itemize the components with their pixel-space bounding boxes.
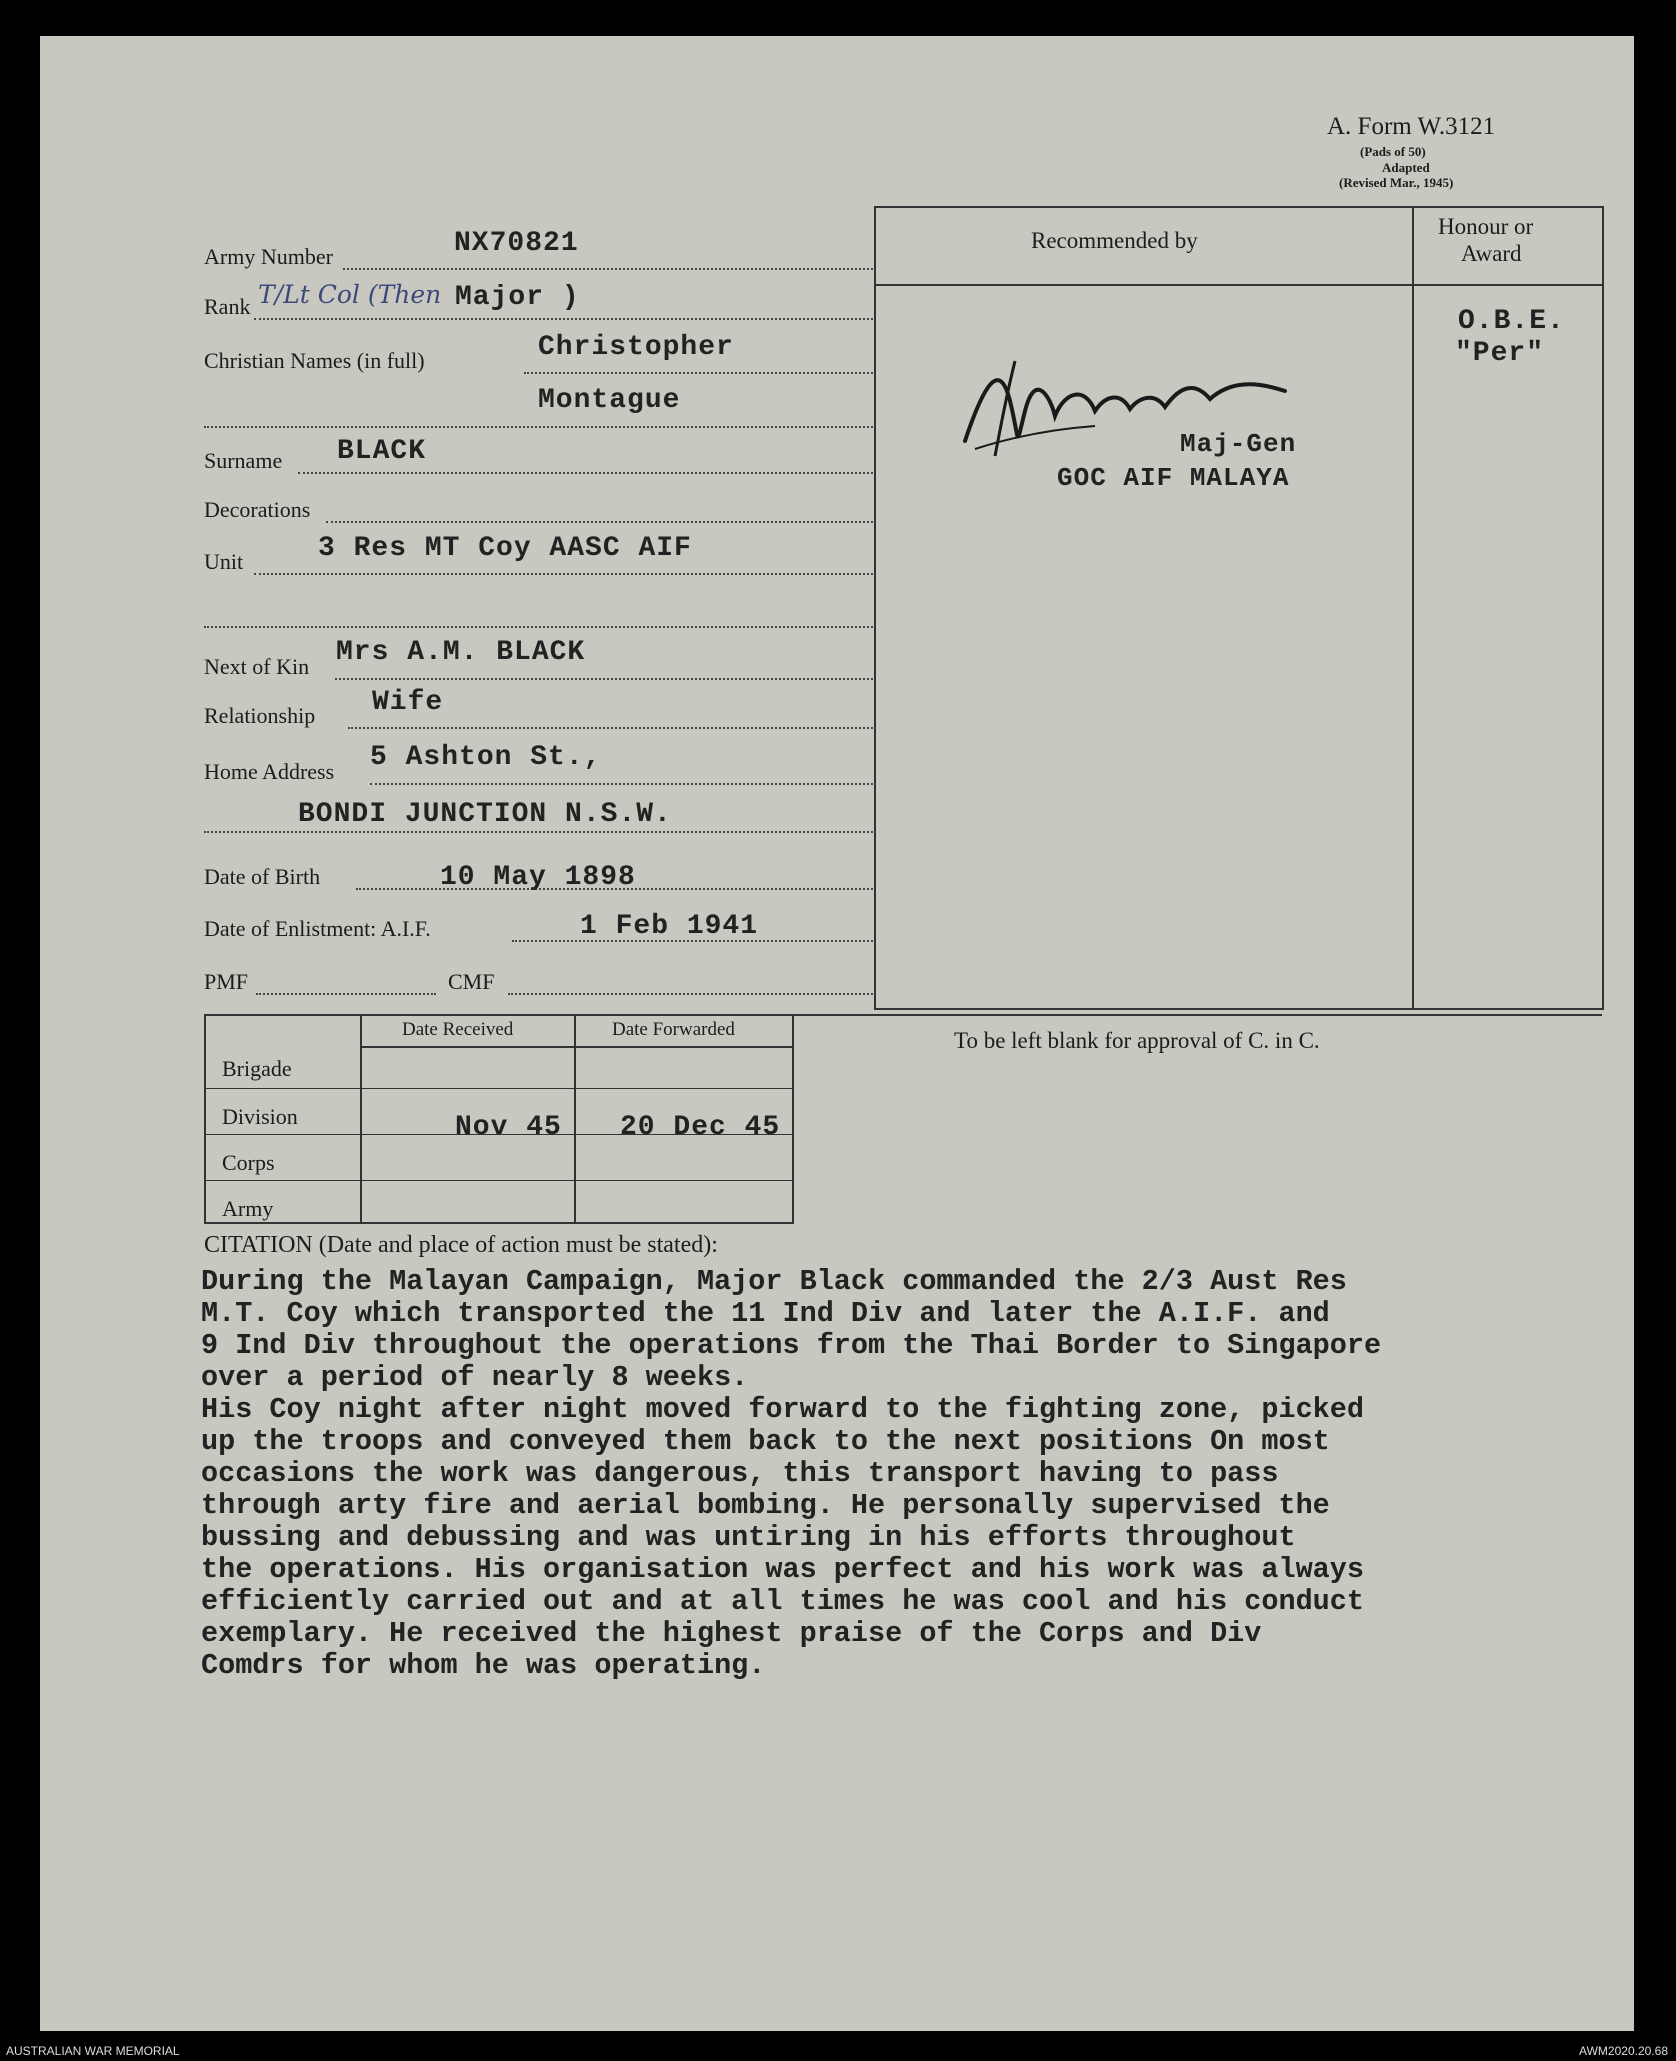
citation-line: During the Malayan Campaign, Major Black commanded the 2/3 Aust Res — [201, 1265, 1347, 1298]
pmf-label: PMF — [204, 969, 249, 994]
rank-value: Major ) — [455, 282, 580, 313]
home-address-label: Home Address — [204, 759, 335, 784]
footer-right: AWM2020.20.68 — [1579, 2044, 1668, 2058]
form-title: A. Form W.3121 — [1327, 113, 1496, 140]
footer-left: AUSTRALIAN WAR MEMORIAL — [6, 2044, 180, 2058]
form-adapted: Adapted — [1382, 160, 1430, 175]
relationship-label: Relationship — [204, 703, 316, 728]
enlistment-label: Date of Enlistment: A.I.F. — [204, 916, 431, 941]
citation-line: Comdrs for whom he was operating. — [201, 1649, 766, 1682]
citation-text — [201, 1266, 1381, 1682]
honour-type: "Per" — [1455, 338, 1545, 369]
citation-line: bussing and debussing and was untiring in his efforts throughout — [201, 1521, 1296, 1554]
army-number-label: Army Number — [204, 244, 333, 269]
division-received: Nov 45 — [455, 1112, 562, 1143]
citation-line: exemplary. He received the highest praise of the Corps and Div — [201, 1617, 1262, 1650]
rank-label: Rank — [204, 294, 251, 319]
row-army: Army — [222, 1196, 274, 1221]
unit-value: 3 Res MT Coy AASC AIF — [318, 533, 692, 564]
citation-line: through arty fire and aerial bombing. He personally supervised the — [201, 1489, 1330, 1522]
home-address-line-1: 5 Ashton St., — [370, 742, 602, 773]
decorations-label: Decorations — [204, 497, 311, 522]
honour-value: O.B.E. — [1458, 306, 1565, 337]
col-date-received: Date Received — [402, 1019, 514, 1040]
col-date-forwarded: Date Forwarded — [612, 1019, 735, 1040]
next-of-kin-value: Mrs A.M. BLACK — [336, 637, 586, 668]
approval-note: To be left blank for approval of C. in C. — [954, 1028, 1320, 1053]
honour-label-2: Award — [1461, 241, 1522, 266]
recommender-appointment: GOC AIF MALAYA — [1057, 463, 1290, 493]
citation-line: over a period of nearly 8 weeks. — [201, 1361, 749, 1394]
citation-line: 9 Ind Div throughout the operations from the Thai Border to Singapore — [201, 1329, 1382, 1362]
christian-name-1: Christopher — [538, 332, 734, 363]
cmf-label: CMF — [448, 969, 495, 994]
christian-names-label: Christian Names (in full) — [204, 348, 425, 373]
home-address-line-2: BONDI JUNCTION N.S.W. — [298, 799, 672, 830]
christian-name-2: Montague — [538, 385, 681, 416]
enlistment-value: 1 Feb 1941 — [580, 911, 759, 942]
citation-line: the operations. His organisation was perfect and his work was always — [201, 1553, 1364, 1586]
citation-line: occasions the work was dangerous, this transport having to pass — [201, 1457, 1279, 1490]
row-brigade: Brigade — [222, 1056, 292, 1081]
form-pads: (Pads of 50) — [1360, 144, 1426, 159]
army-number-value: NX70821 — [454, 228, 579, 259]
citation-line: up the troops and conveyed them back to the next positions On most — [201, 1425, 1330, 1458]
citation-line: efficiently carried out and at all times he was cool and his conduct — [201, 1585, 1364, 1618]
honour-label-1: Honour or — [1438, 214, 1534, 239]
rank-handwritten: T/Lt Col (Then — [258, 280, 442, 309]
recommended-by-label: Recommended by — [1031, 228, 1198, 253]
next-of-kin-label: Next of Kin — [204, 654, 310, 679]
citation-label: CITATION (Date and place of action must be stated): — [204, 1232, 718, 1258]
citation-line: M.T. Coy which transported the 11 Ind Div and later the A.I.F. and — [201, 1297, 1330, 1330]
division-forwarded: 20 Dec 45 — [620, 1112, 781, 1143]
dob-label: Date of Birth — [204, 864, 321, 889]
row-division: Division — [222, 1104, 298, 1129]
form-sheet — [40, 36, 1634, 2031]
relationship-value: Wife — [372, 687, 444, 718]
row-corps: Corps — [222, 1150, 275, 1175]
recommender-rank: Maj-Gen — [1180, 429, 1297, 459]
citation-line: His Coy night after night moved forward to the fighting zone, picked — [201, 1393, 1364, 1426]
surname-value: BLACK — [337, 436, 427, 467]
surname-label: Surname — [204, 448, 283, 473]
form-revised: (Revised Mar., 1945) — [1339, 175, 1454, 190]
unit-label: Unit — [204, 549, 244, 574]
dob-value: 10 May 1898 — [440, 862, 636, 893]
